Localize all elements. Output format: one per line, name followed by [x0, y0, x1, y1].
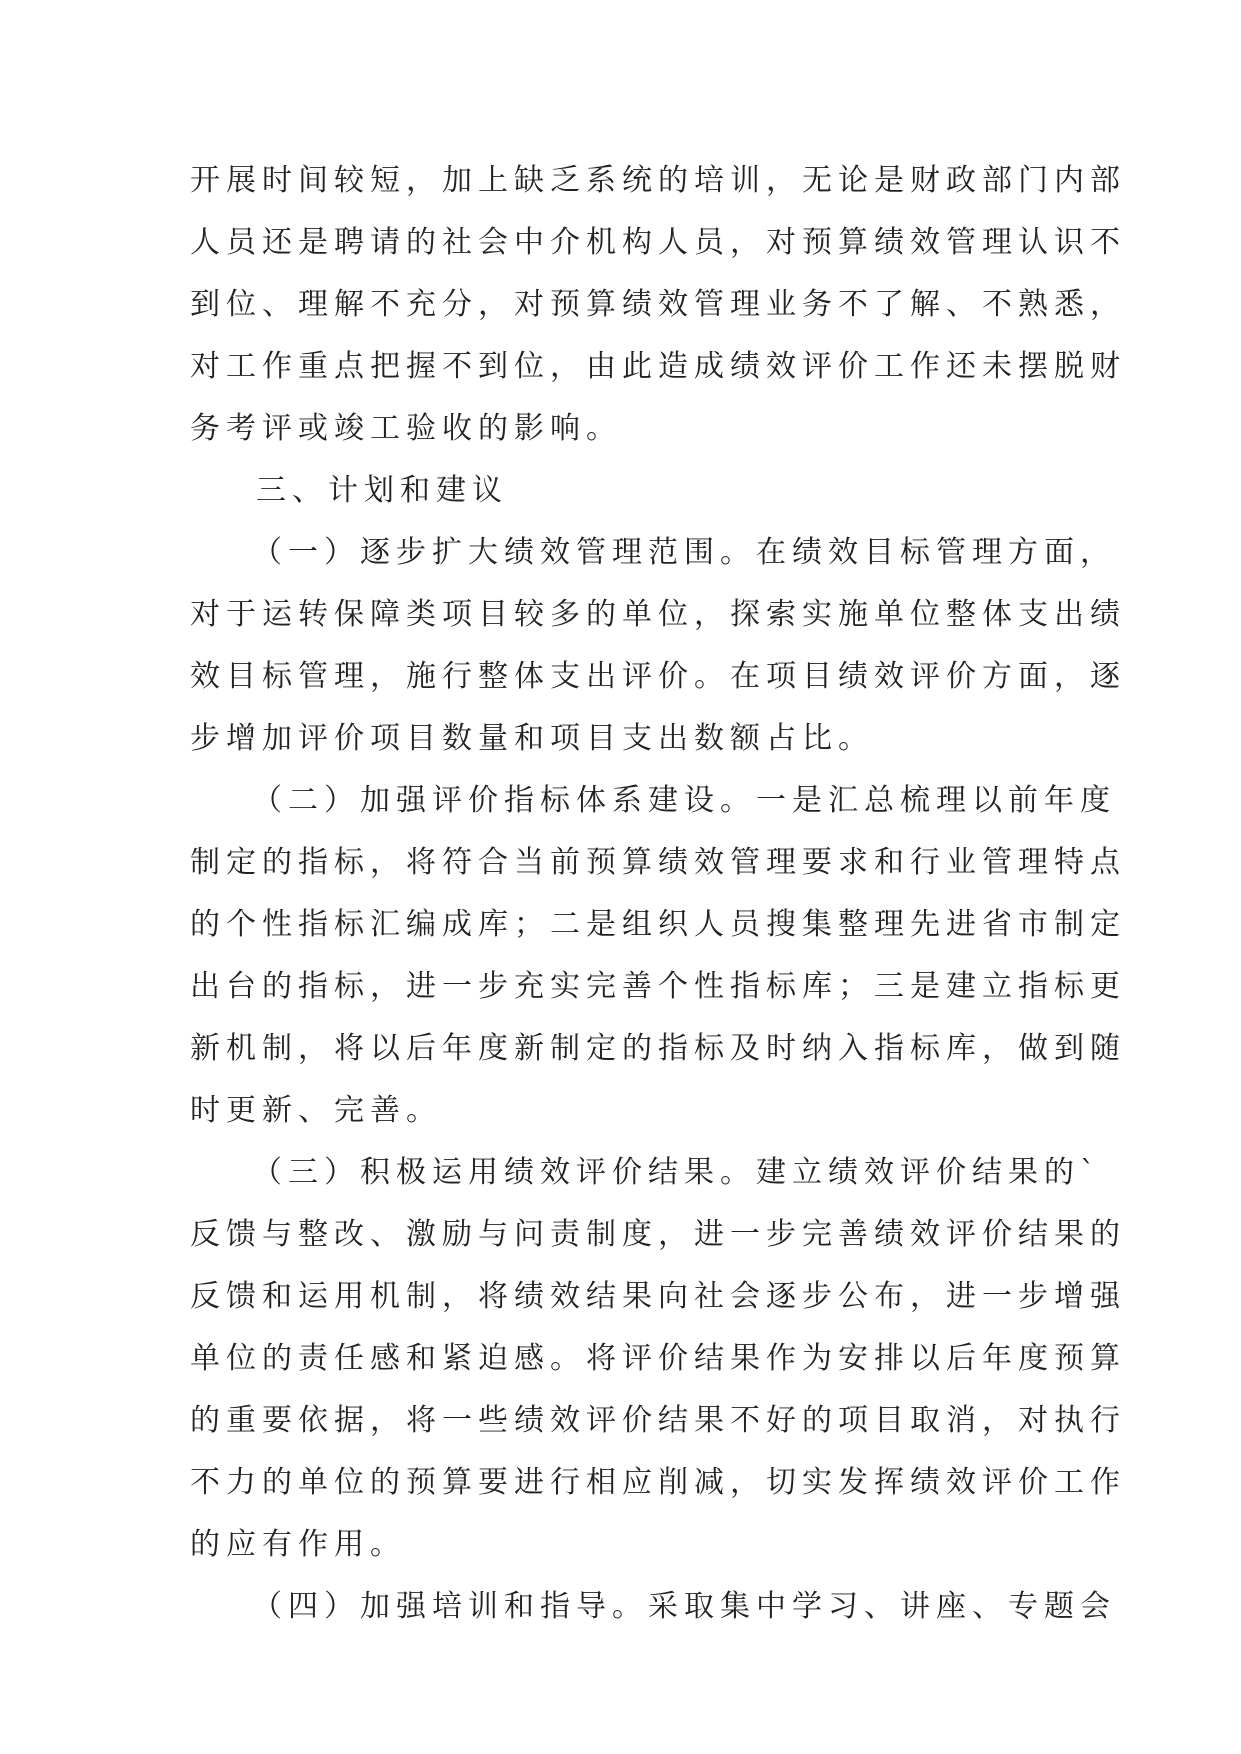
body-text: [190, 150, 1126, 1638]
text-line: 新机制，将以后年度新制定的指标及时纳入指标库，做到随: [190, 1031, 1126, 1066]
text-line: 反馈和运用机制，将绩效结果向社会逐步公布，进一步增强: [190, 1279, 1126, 1314]
paragraph-start: （二）加强评价指标体系建设。一是汇总梳理以前年度: [252, 783, 1116, 818]
text-line: 的个性指标汇编成库；二是组织人员搜集整理先进省市制定: [190, 907, 1126, 942]
paragraph-start: （一）逐步扩大绩效管理范围。在绩效目标管理方面，: [252, 535, 1116, 570]
text-line: 人员还是聘请的社会中介机构人员，对预算绩效管理认识不: [190, 225, 1126, 260]
text-line: 的应有作用。: [190, 1527, 406, 1562]
paragraph-start: （四）加强培训和指导。采取集中学习、讲座、专题会: [252, 1589, 1116, 1624]
text-line: 到位、理解不充分，对预算绩效管理业务不了解、不熟悉，: [190, 287, 1126, 322]
section-heading: 三、计划和建议: [256, 473, 508, 508]
text-line: 步增加评价项目数量和项目支出数额占比。: [190, 721, 874, 756]
text-line: 出台的指标，进一步充实完善个性指标库；三是建立指标更: [190, 969, 1126, 1004]
text-line: 对工作重点把握不到位，由此造成绩效评价工作还未摆脱财: [190, 349, 1126, 384]
text-line: 单位的责任感和紧迫感。将评价结果作为安排以后年度预算: [190, 1341, 1126, 1376]
paragraph-start: （三）积极运用绩效评价结果。建立绩效评价结果的`: [252, 1155, 1101, 1190]
text-line: 效目标管理，施行整体支出评价。在项目绩效评价方面，逐: [190, 659, 1126, 694]
text-line: 的重要依据，将一些绩效评价结果不好的项目取消，对执行: [190, 1403, 1126, 1438]
text-line: 对于运转保障类项目较多的单位，探索实施单位整体支出绩: [190, 597, 1126, 632]
text-line: 时更新、完善。: [190, 1093, 442, 1128]
text-line: 反馈与整改、激励与问责制度，进一步完善绩效评价结果的: [190, 1217, 1126, 1252]
text-line: 开展时间较短，加上缺乏系统的培训，无论是财政部门内部: [190, 163, 1126, 198]
text-line: 务考评或竣工验收的影响。: [190, 411, 622, 446]
text-line: 制定的指标，将符合当前预算绩效管理要求和行业管理特点: [190, 845, 1126, 880]
text-line: 不力的单位的预算要进行相应削减，切实发挥绩效评价工作: [190, 1465, 1126, 1500]
